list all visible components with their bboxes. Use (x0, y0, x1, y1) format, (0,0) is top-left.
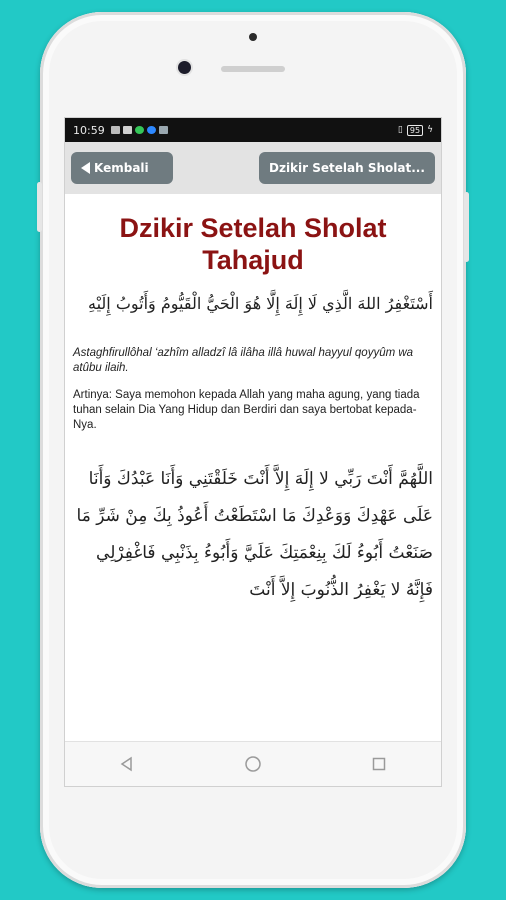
nav-recents-icon[interactable] (371, 756, 387, 772)
status-bar (65, 118, 441, 142)
translation-text-1: Artinya: Saya memohon kepada Allah yang maha agung, yang tiada tuhan selain Dia Yang Hidup dan Berdiri dan saya bertobat kepada-Nya. (73, 389, 420, 431)
latin-transliteration-1: Astaghfirullôhal ‘azhîm alladzî lâ ilâha illâ huwal hayyul qoyyûm wa atûbu ilaih. (73, 347, 414, 374)
dzikir-content[interactable] (65, 194, 441, 742)
volume-button (37, 182, 42, 232)
image-icon (123, 126, 132, 134)
proximity-sensor-dot (249, 33, 257, 41)
arabic-text-2: اللَّهُمَّ أَنْتَ رَبِّي لا إِلَهَ إِلاَّ أَنْتَ خَلَقْتَنِي وَأَنَا عَبْدُكَ وَأَنَا عَلَى عَهْدِكَ وَوَعْدِكَ مَا اسْتَطَعْتُ أَعُوذُ بِكَ مِنْ شَرِّ مَا صَنَعْتُ أَبُوءُ لَكَ بِنِعْمَتِكَ عَلَيَّ وَأَبُوءُ بِذَنْبِي فَاغْفِرْلِي فَإِنَّهُ لا يَغْفِرُ الذُّنُوبَ إِلاَّ أَنْتَ (76, 469, 433, 600)
gallery-icon (159, 126, 168, 134)
charging-icon: ϟ (427, 125, 433, 135)
page-title-button-label: Dzikir Setelah Sholat... (269, 161, 425, 175)
back-button-label: Kembali (94, 161, 149, 175)
front-camera (178, 61, 191, 74)
earpiece-speaker (221, 66, 285, 72)
back-button[interactable] (71, 152, 173, 184)
arabic-text-1: أَسْتَغْفِرُ اللهَ الَّذِي لَا إِلَهَ إِلَّا هُوَ الْحَيُّ الْقَيُّومُ وَأَتُوبُ إِلَيْهِ (88, 294, 433, 313)
battery-indicator: 95 (407, 125, 423, 136)
status-time: 10:59 (73, 123, 105, 137)
triangle-left-icon (81, 162, 90, 174)
page-title-button[interactable] (259, 152, 435, 184)
nav-back-icon[interactable] (119, 756, 135, 772)
nav-home-icon[interactable] (244, 755, 262, 773)
page-title: Dzikir Setelah Sholat Tahajud (119, 213, 387, 275)
app-bar (65, 142, 441, 194)
vibrate-icon: ▯ (397, 125, 403, 135)
signal-icon (111, 126, 120, 134)
power-button (464, 192, 469, 262)
system-nav-bar (65, 741, 441, 786)
app-screen (64, 117, 442, 787)
messenger-icon (147, 126, 156, 134)
whatsapp-icon (135, 126, 144, 134)
